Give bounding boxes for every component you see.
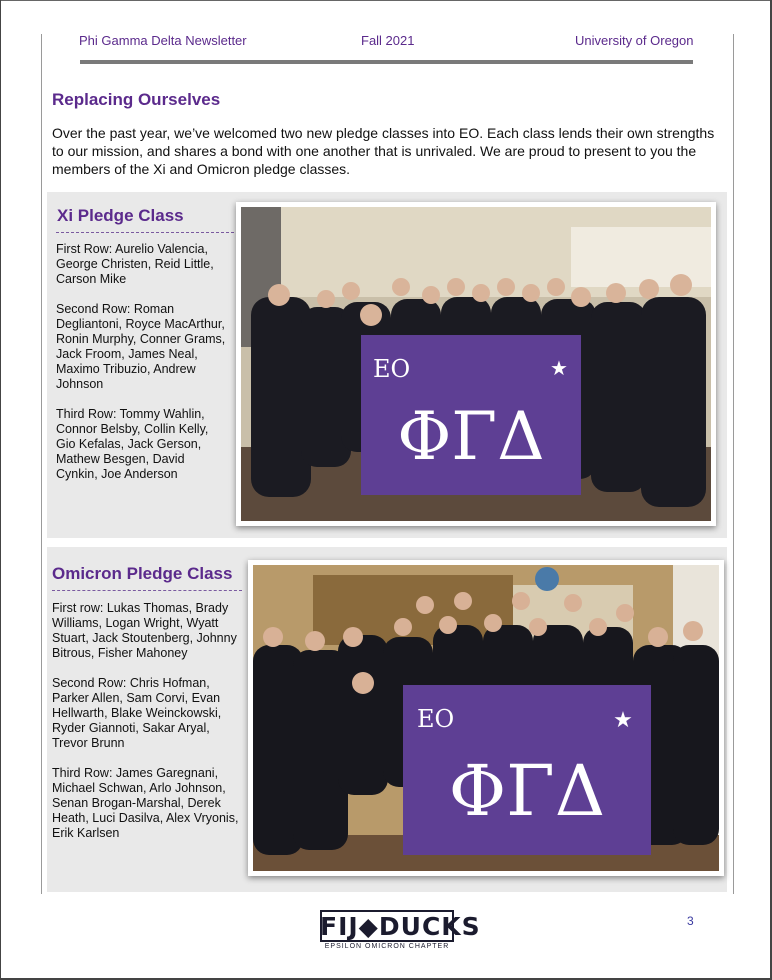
header-divider (80, 60, 693, 64)
omicron-class-photo (248, 560, 724, 876)
xi-third-row: Third Row: Tommy Wahlin, Connor Belsby, Collin Kelly, Gio Kefalas, Jack Gerson, Mathew Besgen, David Cynkin, Joe Anderson (56, 407, 209, 481)
svg-text:ΦΓΔ: ΦΓΔ (448, 750, 606, 832)
omicron-third-row: Third Row: James Garegnani, Michael Schwan, Arlo Johnson, Senan Brogan-Marshal, Derek Heath, Luci Dasilva, Alex Vryonis, Erik Karlsen (52, 766, 239, 840)
svg-text:EO: EO (373, 355, 411, 383)
xi-title-underline (56, 232, 234, 233)
omicron-title-underline (52, 590, 242, 591)
xi-class-title: Xi Pledge Class (57, 206, 184, 225)
svg-text:EO: EO (417, 705, 455, 733)
svg-text:★: ★ (550, 356, 568, 380)
margin-line-left (41, 34, 42, 894)
section-title: Replacing Ourselves (52, 90, 221, 109)
fiji-ducks-logo (320, 910, 481, 954)
xi-pledge-panel (47, 192, 727, 538)
xi-member-list (56, 242, 228, 497)
omicron-first-row: First row: Lukas Thomas, Brady Williams, Logan Wright, Wyatt Stuart, Jack Stoutenberg, Johnny Bitrous, Fisher Mahoney (52, 601, 237, 660)
omicron-second-row: Second Row: Chris Hofman, Parker Allen, Sam Corvi, Evan Hellwarth, Blake Weinckowski, Ryder Giannoti, Sakar Aryal, Trevor Brunn (52, 676, 222, 750)
page-number: 3 (687, 914, 694, 928)
header-university: University of Oregon (575, 33, 694, 48)
svg-text:ΦΓΔ: ΦΓΔ (397, 398, 545, 475)
header-issue-date: Fall 2021 (361, 33, 415, 48)
xi-first-row: First Row: Aurelio Valencia, George Christen, Reid Little, Carson Mike (56, 242, 214, 286)
header-newsletter-name: Phi Gamma Delta Newsletter (79, 33, 247, 48)
section-intro: Over the past year, we’ve welcomed two new pledge classes into EO. Each class lends their own strengths to our mission, and shares a bond with one another that is unrivaled. We are proud to present to you the members of the Xi and Omicron pledge classes. (52, 125, 715, 177)
xi-class-photo (236, 202, 716, 526)
page-border-left (0, 0, 1, 980)
logo-wordmark: FIJ◆DUCKS (320, 912, 481, 941)
page-border-top (0, 0, 772, 1)
omicron-photo-image (253, 565, 719, 871)
omicron-pledge-panel (47, 547, 727, 892)
xi-photo-image (241, 207, 711, 521)
xi-second-row: Second Row: Roman Degliantoni, Royce MacArthur, Ronin Murphy, Conner Grams, Jack Froom, James Neal, Maximo Tribuzio, Andrew Johnson (56, 302, 226, 391)
svg-text:★: ★ (613, 708, 633, 733)
logo-chapter-name: EPSILON OMICRON CHAPTER (324, 943, 450, 950)
omicron-member-list (52, 601, 246, 856)
margin-line-right (733, 34, 734, 894)
omicron-class-title: Omicron Pledge Class (52, 564, 233, 583)
